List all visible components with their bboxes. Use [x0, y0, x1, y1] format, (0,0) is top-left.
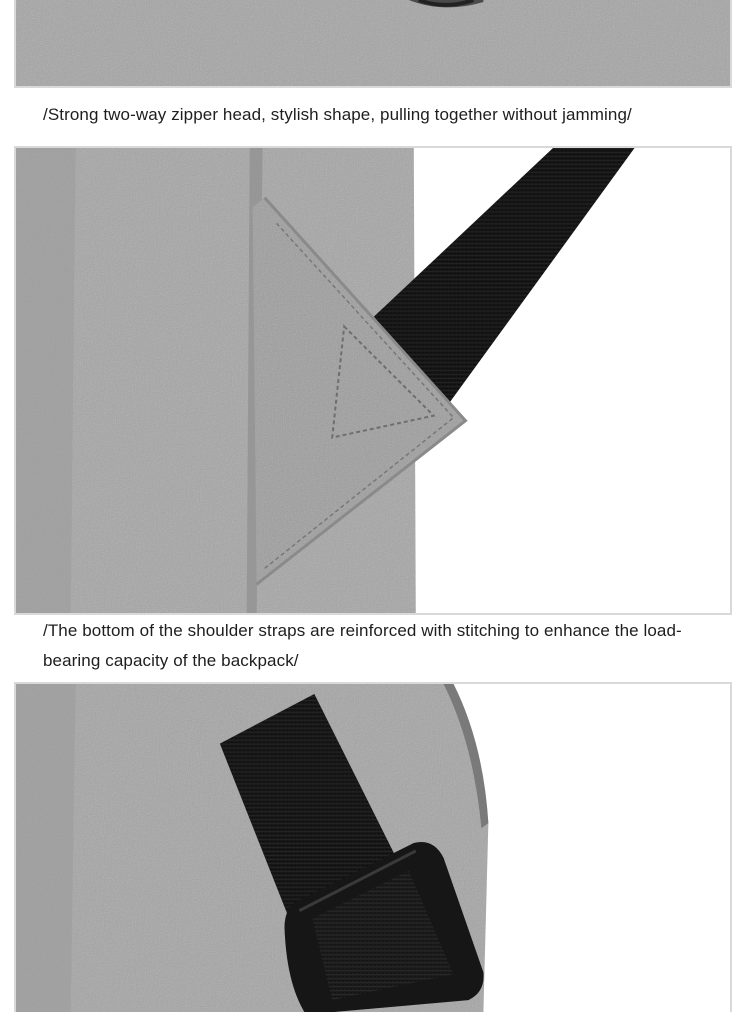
- shoulder-strap-image: [16, 148, 730, 613]
- zipper-caption: /Strong two-way zipper head, stylish shape, pulling together without jamming/: [43, 105, 632, 124]
- zipper-detail-photo: [14, 0, 732, 88]
- shoulder-strap-photo: [14, 146, 732, 615]
- strap-buckle-image: [16, 684, 730, 1012]
- shoulder-strap-caption: /The bottom of the shoulder straps are reinforced with stitching to enhance the load-bearing capacity of the backpack/: [43, 621, 682, 670]
- zipper-fabric-image: [16, 0, 730, 86]
- buckle-photo: [14, 682, 732, 1012]
